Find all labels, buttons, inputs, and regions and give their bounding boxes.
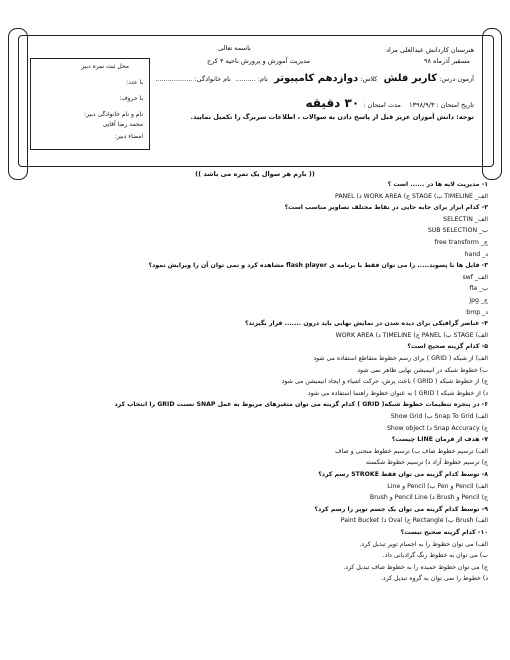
answer-option: الف) Brush ب) Rectangle ج) Oval د) Paint Bucket bbox=[340, 517, 488, 525]
answer-option: ب_ fla bbox=[469, 285, 488, 293]
class-label: کلاس: bbox=[360, 75, 378, 83]
question-text: ۴- عناصر گرافیکی برای دیده شدن در نمایش نهایی باید درون ....... قرار بگیرند؟ bbox=[244, 320, 488, 328]
teacher-name: محمد رضا آقایی bbox=[102, 121, 143, 128]
answer-option: ج) از خطوط شبکه ( GRID ) باعث پرش، حرکت اشیاء و ایجاد انیمیشن می شود bbox=[281, 378, 488, 386]
answer-option: ج_ free transform bbox=[434, 239, 488, 246]
answer-option: الف) از شبکه ( GRID ) برای رسم خطوط متقاطع استفاده می شود bbox=[313, 355, 488, 362]
school-name: هنرستان کاردانش عبدالعلی مراد bbox=[386, 46, 474, 54]
question-text: ۵- کدام گزینه صحیح است؟ bbox=[407, 343, 488, 351]
bismillah: باسمه تعالی bbox=[218, 44, 251, 52]
teacher-signature: امضاء دبیر: bbox=[114, 133, 143, 140]
answer-option: الف) می توان خطوط را به اجسام توپر تبدیل کرد. bbox=[359, 540, 488, 548]
answer-option: ج) Pencil و Brush د) Pencil Line و Brush bbox=[369, 494, 488, 502]
answer-option: د_ bmp bbox=[466, 308, 488, 316]
answer-option: الف) ترسیم خطوط صاف ب) ترسیم خطوط منحنی و صاف bbox=[335, 447, 488, 455]
grade-box-title: محل ثبت نمره دبیر bbox=[81, 63, 129, 70]
question-text: ۹- توسط کدام گزینه می توان یک جسم توپر را رسم کرد؟ bbox=[314, 505, 488, 513]
time-label: مدت امتحان : bbox=[363, 101, 401, 109]
answer-option: ج) Snap Accuracy د) Show object bbox=[386, 424, 488, 432]
time-value: ۳۰ دقیقه bbox=[305, 96, 360, 110]
family-label: نام خانوادگی: bbox=[194, 75, 231, 83]
instruction: (( بارم هر سوال یک نمره می باشد )) bbox=[195, 170, 315, 178]
question-text: ۳- فایل ها با پسوند..... را می توان فقط با برنامه ی flash player مشاهده کرد و نمی توان آن را ویرایش نمود؟ bbox=[148, 262, 488, 270]
teacher-label: نام و نام خانوادگی دبیر: bbox=[84, 111, 143, 118]
exam-date-line: مسقبر آذرماه ۹۸ bbox=[424, 57, 470, 65]
question-text: ۲- کدام ابزار برای جابه جایی در نقاط مختلف تصاویر مناسب است؟ bbox=[284, 204, 488, 212]
answer-option: ب) خطوط شبکه در انیمیشن نهایی ظاهر نمی شود bbox=[357, 366, 488, 374]
answer-option: الف_ SELECTIN bbox=[443, 215, 488, 223]
ministry: مدیریت آموزش و پرورش ناحیه ۴ کرج bbox=[207, 57, 310, 65]
answer-option: ج) ترسیم خطوط آزاد د) ترسیم خطوط شکسته bbox=[365, 459, 488, 467]
answer-option: الف_ TIMELINE ب) STAGE ج) WORK AREA د) PANEL bbox=[334, 192, 488, 200]
question-text: ۷- هدف از فرمان LINE چیست؟ bbox=[391, 436, 488, 444]
answer-option: الف) Pencil و Pen ب) Pencil و Line bbox=[387, 482, 488, 490]
subject-value: کاربر فلش bbox=[383, 73, 438, 84]
answer-option: د_ hand bbox=[464, 250, 488, 258]
grade-words: با حروف: bbox=[119, 95, 143, 102]
question-text: ۱- مدیریت لایه ها در ...... است ؟ bbox=[387, 181, 488, 188]
date-row bbox=[306, 96, 474, 110]
answer-option: ج_ jpg bbox=[469, 297, 488, 304]
name-label: نام: bbox=[257, 75, 268, 83]
note: توجه: دانش آموزان عزیز قبل از پاسخ دادن به سوالات ، اطلاعات سربرگ را تکمیل نمایید. bbox=[190, 113, 474, 121]
answer-option: د) از خطوط شبکه ( GRID ) به عنوان خطوط راهنما استفاده می شود bbox=[307, 389, 488, 397]
grade-box bbox=[30, 58, 150, 150]
subject-row: آزمون درس: کاربر فلش کلاس: دوازدهم کامپیوتر نام: .......... نام خانوادگی: .................. bbox=[155, 73, 474, 84]
question-text: ۶- در پنجره تنظیمات خطوط شبکه( GRID ) کدام گزینه می توان متغیرهای مربوط به عمل SNAP نسبت GRID را انتخاب کرد bbox=[114, 401, 488, 409]
subject-label: آزمون درس: bbox=[439, 75, 474, 83]
class-value: دوازدهم کامپیوتر bbox=[274, 73, 359, 84]
answer-option: ب) می توان به خطوط رنگ گرادیانی داد. bbox=[382, 552, 488, 560]
answer-option: الف) Snap To Grid ب) Show Grid bbox=[390, 413, 488, 420]
answer-option: د) خطوط را نمی توان به گروه تبدیل کرد. bbox=[380, 575, 488, 583]
exam-date: تاریخ امتحان : ۱۳۹۸/۹/۳ bbox=[409, 101, 474, 109]
answer-option: ب_ SUB SELECTION bbox=[427, 227, 488, 235]
answer-option: الف_ swf bbox=[462, 273, 488, 281]
answer-option: الف) STAGE ب) PANEL ج) TIMELINE د) WORK AREA bbox=[335, 331, 488, 339]
answer-option: ج) می توان خطوط خمیده را به خطوط صاف تبدیل کرد. bbox=[343, 563, 488, 571]
question-text: ۸- توسط کدام گزینه می توان فقط STROKE رسم کرد؟ bbox=[318, 471, 488, 478]
grade-numeric: با عدد: bbox=[126, 79, 143, 86]
question-text: ۱۰- کدام گزینه صحیح نیست؟ bbox=[400, 529, 488, 536]
